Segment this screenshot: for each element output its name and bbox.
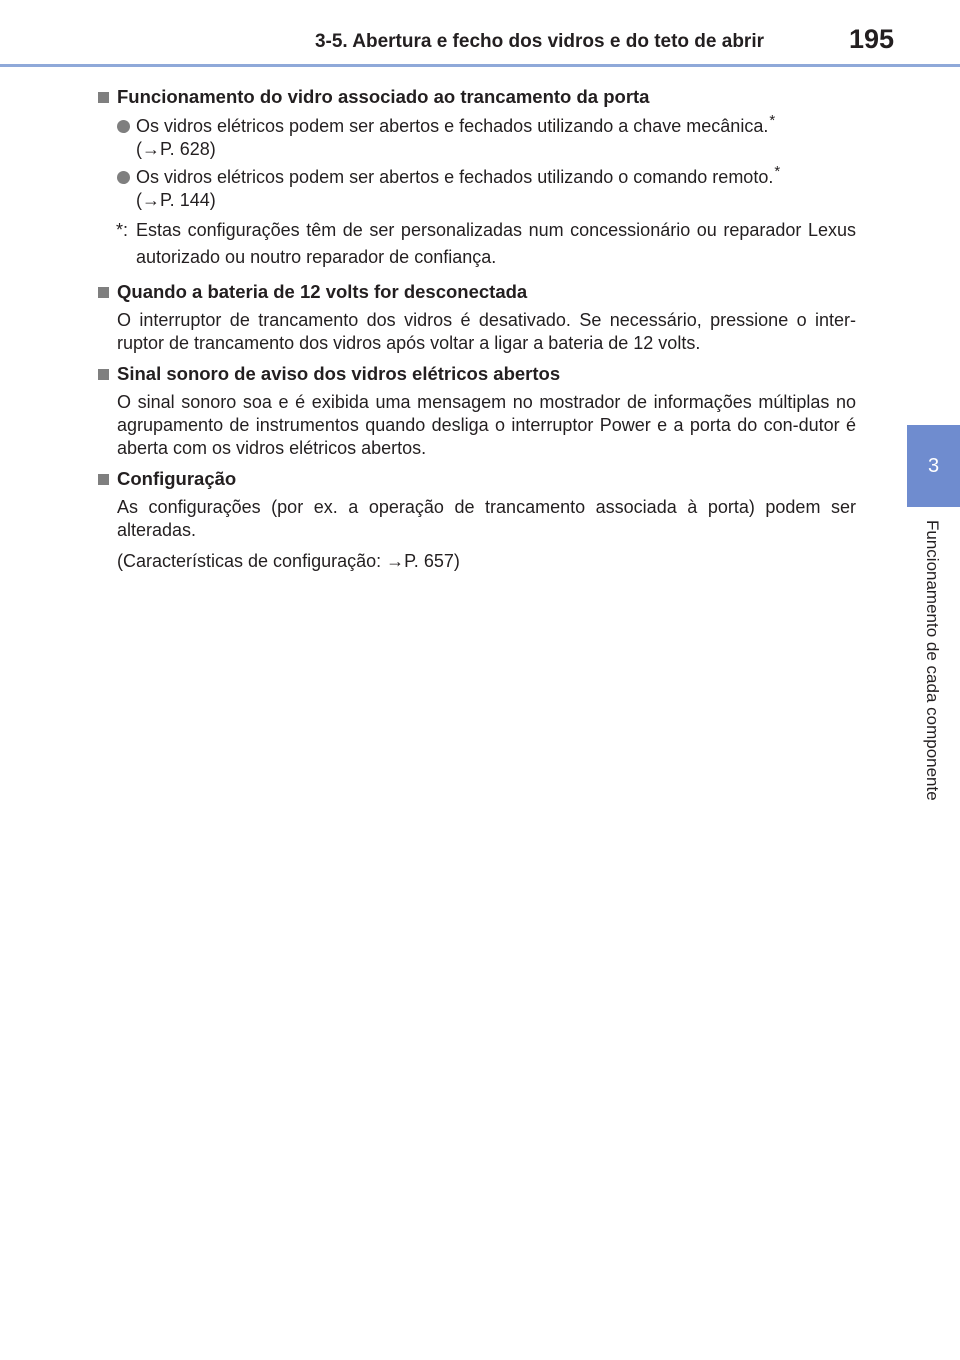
- chapter-number: 3: [927, 454, 940, 477]
- heading-text: Funcionamento do vidro associado ao trancamento da porta: [117, 86, 650, 107]
- circle-bullet-icon: [117, 171, 130, 184]
- ref-paren: (: [136, 190, 142, 210]
- chapter-title: Funcionamento de cada componente: [923, 520, 942, 801]
- section-title: 3-5. Abertura e fecho dos vidros e do teto de abrir: [314, 31, 764, 52]
- circle-bullet-icon: [117, 120, 130, 133]
- section-paragraph: O interruptor de trancamento dos vidros é desativado. Se necessário, pressione o inter-ruptor de trancamento dos vidros após voltar a ligar a bateria de 12 volts.: [117, 310, 856, 353]
- list-item: [96, 112, 856, 161]
- section-heading: [96, 466, 856, 492]
- square-bullet-icon: [98, 369, 109, 380]
- section-heading: [96, 361, 856, 387]
- square-bullet-icon: [98, 474, 109, 485]
- page-reference[interactable]: [136, 138, 856, 161]
- configuration-note: [117, 550, 856, 573]
- footnote-mark: *:: [116, 220, 129, 240]
- section-paragraph: As configurações (por ex. a operação de trancamento associada à porta) podem ser alteradas.: [117, 497, 856, 540]
- page-header: [0, 0, 960, 68]
- section-heading: [96, 279, 856, 305]
- square-bullet-icon: [98, 92, 109, 103]
- list-item-text: Os vidros elétricos podem ser abertos e fechados utilizando a chave mecânica.: [136, 116, 769, 136]
- section-paragraph: O sinal sonoro soa e é exibida uma mensagem no mostrador de informações múltiplas no agrupamento de instrumentos quando desliga o interruptor Power e a porta do con-dutor é aberta com os vidros elétricos abertos.: [117, 392, 856, 458]
- header-rule: [0, 64, 960, 67]
- note-text: (Características de configuração:: [117, 551, 387, 571]
- list-item-text: Os vidros elétricos podem ser abertos e fechados utilizando o comando remoto.: [136, 167, 774, 187]
- ref-text: P. 657): [404, 551, 460, 571]
- arrow-icon: →: [142, 190, 160, 210]
- heading-text: Quando a bateria de 12 volts for desconectada: [117, 281, 528, 302]
- page-reference[interactable]: [136, 189, 856, 212]
- page-number: 195: [848, 24, 894, 54]
- page-reference[interactable]: [386, 551, 460, 571]
- footnote: [96, 217, 856, 271]
- ref-paren: (: [136, 139, 142, 159]
- footnote-star: *: [774, 163, 781, 180]
- list-item: [96, 163, 856, 212]
- section-heading: [96, 84, 856, 110]
- ref-text: P. 144): [160, 190, 216, 210]
- page-content: [96, 78, 856, 579]
- arrow-icon: →: [142, 139, 160, 159]
- square-bullet-icon: [98, 287, 109, 298]
- footnote-text: Estas configurações têm de ser personalizadas num concessionário ou reparador Lexus autorizado ou noutro reparador de confiança.: [136, 220, 856, 267]
- ref-text: P. 628): [160, 139, 216, 159]
- chapter-tab[interactable]: [907, 425, 960, 507]
- arrow-icon: →: [386, 551, 405, 571]
- heading-text: Configuração: [117, 468, 237, 489]
- heading-text: Sinal sonoro de aviso dos vidros elétricos abertos: [117, 363, 561, 384]
- footnote-star: *: [769, 112, 776, 129]
